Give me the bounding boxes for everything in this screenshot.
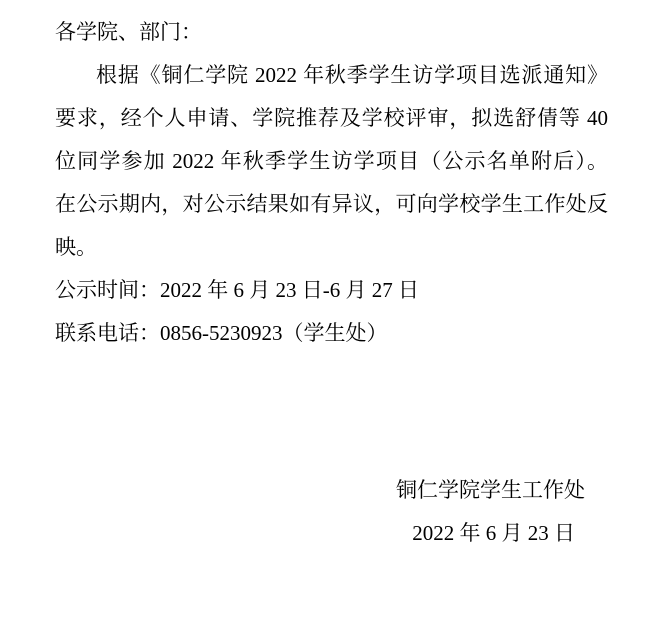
publicity-time: 公示时间：2022 年 6 月 23 日-6 月 27 日 [55, 278, 419, 302]
body-line: 根据《铜仁学院 2022 年秋季学生访学项目选派通知》 [96, 63, 608, 87]
salutation: 各学院、部门： [55, 20, 202, 44]
body-line: 位同学参加 2022 年秋季学生访学项目（公示名单附后）。 [55, 149, 608, 173]
contact-phone: 联系电话：0856-5230923（学生处） [55, 321, 388, 345]
body-line: 映。 [55, 235, 97, 259]
signature-date: 2022 年 6 月 23 日 [412, 521, 575, 545]
body-line: 在公示期内，对公示结果如有异议，可向学校学生工作处反 [55, 192, 608, 216]
signature-org: 铜仁学院学生工作处 [396, 478, 585, 502]
body-line: 要求，经个人申请、学院推荐及学校评审，拟选舒倩等 40 [55, 106, 608, 130]
